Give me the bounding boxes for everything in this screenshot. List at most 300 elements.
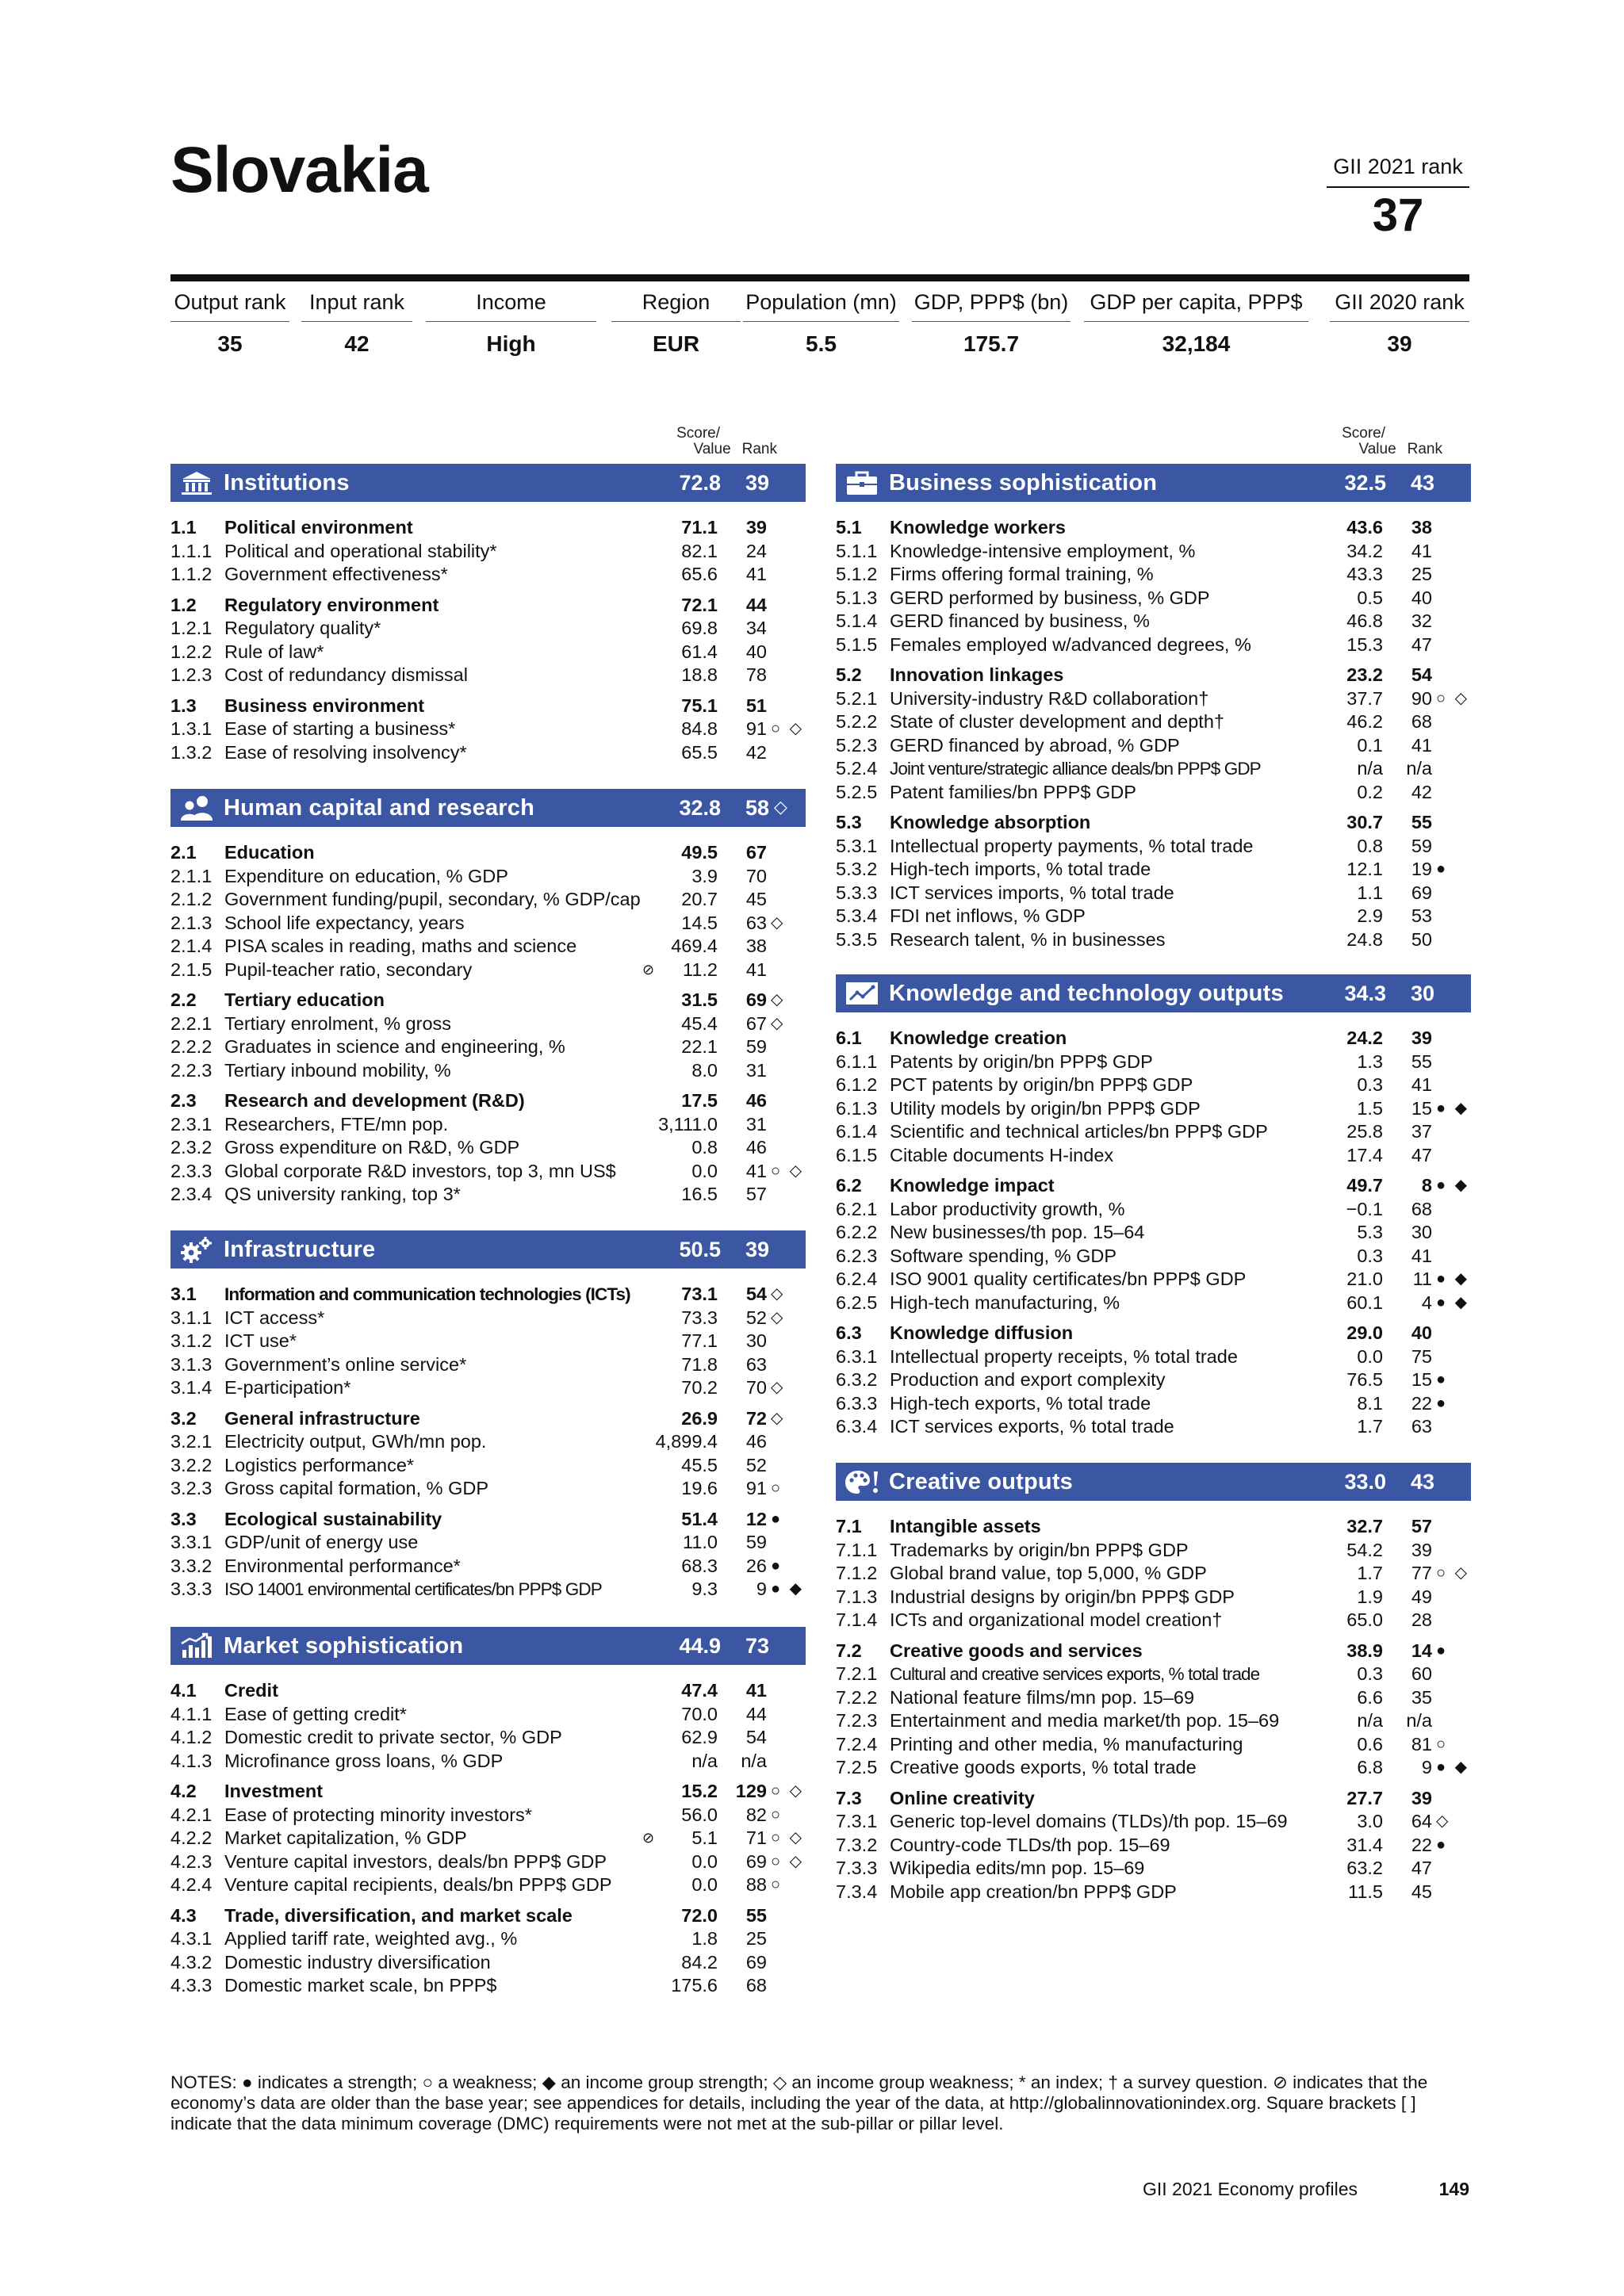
- summary-value: 32,184: [1162, 331, 1231, 356]
- indicator-label: PCT patents by origin/bn PPP$ GDP: [890, 1074, 1193, 1095]
- indicator-label: Entertainment and media market/th pop. 15–69: [890, 1710, 1280, 1731]
- indicator-rank: 59: [745, 1036, 767, 1057]
- indicator-row: [170, 1477, 806, 1500]
- briefcase-icon: [844, 469, 880, 496]
- indicator-code: 7.1: [836, 1516, 862, 1536]
- indicator-row: [836, 858, 1471, 881]
- indicator-row: [170, 563, 806, 586]
- indicator-code: 1.2.3: [170, 664, 213, 685]
- indicator-rank: 41: [1411, 1245, 1432, 1266]
- indicator-label: Political environment: [224, 517, 413, 538]
- indicator-code: 6.3.2: [836, 1369, 878, 1390]
- indicator-row: [170, 1974, 806, 1997]
- summary-label: Income: [426, 290, 596, 322]
- indicator-value: 45.4: [681, 1012, 718, 1034]
- indicator-rank: n/a: [1406, 1710, 1432, 1731]
- indicator-value: 1.1: [1357, 882, 1383, 903]
- indicator-value: 17.4: [1346, 1144, 1383, 1165]
- indicator-code: 6.2.2: [836, 1222, 878, 1242]
- indicator-row: [170, 888, 806, 911]
- indicator-value: 0.0: [1357, 1345, 1383, 1367]
- indicator-label: Global corporate R&D investors, top 3, mn US$: [224, 1160, 616, 1181]
- indicator-row: [836, 1609, 1471, 1632]
- indicator-rank: 22: [1411, 1392, 1432, 1414]
- indicator-row: [836, 1392, 1471, 1415]
- indicator-code: 7.2.1: [836, 1663, 878, 1684]
- indicator-code: 1.3.1: [170, 718, 213, 739]
- indicator-code: 7.1.1: [836, 1539, 878, 1560]
- indicator-label: Utility models by origin/bn PPP$ GDP: [890, 1097, 1201, 1119]
- subpillar-row: [836, 1787, 1471, 1810]
- indicator-code: 2.2: [170, 989, 197, 1010]
- indicator-rank: 41: [1411, 1074, 1432, 1095]
- indicator-value: n/a: [1357, 1710, 1383, 1731]
- indicator-code: 2.2.2: [170, 1036, 213, 1057]
- value-header: Value: [693, 441, 731, 457]
- indicator-value: 1.3: [1357, 1050, 1383, 1072]
- indicator-row: [170, 935, 806, 958]
- summary-label: GDP, PPP$ (bn): [912, 290, 1071, 322]
- indicator-label: Logistics performance*: [224, 1454, 415, 1475]
- indicator-value: 25.8: [1346, 1121, 1383, 1142]
- indicator-value: 0.8: [1357, 835, 1383, 856]
- indicator-flags: ◇: [771, 913, 786, 932]
- indicator-label: Research talent, % in businesses: [890, 928, 1166, 950]
- indicator-row: [836, 710, 1471, 733]
- indicator-rank: 45: [745, 889, 767, 909]
- indicator-value: 12.1: [1346, 859, 1383, 879]
- indicator-row: [836, 757, 1471, 780]
- indicator-rank: 32: [1411, 610, 1432, 631]
- indicator-label: ICT access*: [224, 1307, 325, 1328]
- indicator-rank: 12: [745, 1508, 767, 1529]
- indicator-rank: 46: [745, 1137, 767, 1158]
- indicator-label: Innovation linkages: [890, 664, 1064, 685]
- subpillar-row: [170, 695, 806, 718]
- indicator-row: [836, 1709, 1471, 1732]
- summary-value: 175.7: [963, 331, 1020, 356]
- summary-value: EUR: [652, 331, 700, 356]
- indicator-code: 3.1.2: [170, 1330, 213, 1351]
- indicator-label: Knowledge diffusion: [890, 1322, 1074, 1343]
- indicator-rank: 67: [745, 1012, 767, 1034]
- indicator-rank: 26: [745, 1555, 767, 1576]
- summary-value: 39: [1387, 331, 1412, 356]
- indicator-row: [170, 1927, 806, 1950]
- indicator-code: 5.3.5: [836, 928, 878, 950]
- indicator-rank: 63: [745, 912, 767, 933]
- indicator-code: 1.2.2: [170, 641, 213, 662]
- indicator-label: Trade, diversification, and market scale: [224, 1904, 573, 1926]
- indicator-label: Regulatory environment: [224, 594, 439, 615]
- indicator-label: Females employed w/advanced degrees, %: [890, 633, 1251, 655]
- indicator-rank: 8: [1421, 1175, 1432, 1196]
- indicator-row: [170, 1430, 806, 1453]
- indicator-code: 5.1.4: [836, 610, 878, 631]
- indicator-value: 0.8: [691, 1137, 718, 1158]
- indicator-label: Credit: [224, 1680, 278, 1701]
- pillar-flags: ◇: [774, 797, 787, 817]
- indicator-code: 4.1.2: [170, 1727, 213, 1747]
- indicator-rank: 69: [745, 1850, 767, 1872]
- summary-label: Input rank: [301, 290, 412, 322]
- indicator-code: 7.3: [836, 1787, 862, 1808]
- indicator-row: [836, 781, 1471, 804]
- indicator-value: 84.8: [681, 718, 718, 739]
- indicator-label: Cultural and creative services exports, % total trade: [890, 1664, 1260, 1684]
- indicator-row: [836, 1663, 1471, 1686]
- indicator-value: 2.9: [1357, 905, 1383, 926]
- indicator-rank: 41: [1411, 734, 1432, 756]
- chart-icon: [178, 1632, 215, 1659]
- indicator-flags: ○: [771, 1479, 783, 1497]
- indicator-code: 5.1.5: [836, 633, 878, 655]
- pillar-header-institutions: [170, 464, 806, 502]
- indicator-rank: 50: [1411, 928, 1432, 950]
- indicator-code: 2.3.1: [170, 1113, 213, 1135]
- indicator-row: [170, 1136, 806, 1159]
- indicator-row: [836, 1268, 1471, 1291]
- indicator-row: [170, 1531, 806, 1554]
- indicator-code: 7.1.4: [836, 1609, 878, 1630]
- indicator-code: 3.1: [170, 1284, 197, 1304]
- indicator-label: Creative goods and services: [890, 1640, 1143, 1661]
- indicator-label: Knowledge-intensive employment, %: [890, 540, 1196, 561]
- indicator-label: Software spending, % GDP: [890, 1245, 1117, 1266]
- subpillar-row: [170, 516, 806, 539]
- indicator-value: 15.3: [1346, 633, 1383, 655]
- indicator-code: 1.1.1: [170, 540, 213, 561]
- indicator-code: 6.3.3: [836, 1392, 878, 1414]
- indicator-value: n/a: [1357, 758, 1383, 779]
- indicator-label: Rule of law*: [224, 641, 324, 662]
- value-header: Value: [1358, 441, 1396, 457]
- indicator-code: 6.1.4: [836, 1121, 878, 1142]
- score-header: Score/: [676, 425, 720, 442]
- indicator-value: 71.8: [681, 1353, 718, 1375]
- summary-label: Output rank: [170, 290, 289, 322]
- indicator-row: [170, 1827, 806, 1850]
- indicator-row: [170, 1035, 806, 1058]
- indicator-code: 5.2.3: [836, 734, 878, 756]
- indicator-rank: 63: [1411, 1416, 1432, 1437]
- indicator-row: [836, 1221, 1471, 1244]
- pillar-rank: 58: [745, 796, 769, 820]
- indicator-code: 4.2.1: [170, 1804, 213, 1825]
- indicator-row: [170, 1703, 806, 1726]
- indicator-value: 11.0: [683, 1532, 718, 1552]
- indicator-code: 4.3: [170, 1904, 197, 1926]
- indicator-code: 6.1: [836, 1027, 862, 1048]
- indicator-row: [836, 1097, 1471, 1120]
- indicator-rank: 53: [1411, 905, 1432, 926]
- indicator-value: 175.6: [671, 1975, 718, 1996]
- indicator-label: University-industry R&D collaboration†: [890, 687, 1209, 709]
- indicator-label: Gross capital formation, % GDP: [224, 1478, 489, 1498]
- indicator-row: [170, 1726, 806, 1749]
- indicator-row: [170, 1330, 806, 1353]
- indicator-code: 2.1: [170, 842, 197, 863]
- indicator-rank: 42: [745, 741, 767, 763]
- gii-rank-value: 37: [1372, 189, 1424, 241]
- indicator-row: [836, 1756, 1471, 1779]
- indicator-rank: 54: [745, 1727, 767, 1747]
- indicator-label: Environmental performance*: [224, 1555, 461, 1576]
- indicator-rank: 77: [1411, 1563, 1432, 1583]
- indicator-label: Researchers, FTE/mn pop.: [224, 1113, 449, 1135]
- indicator-row: [836, 1245, 1471, 1268]
- indicator-value: 1.8: [691, 1928, 718, 1949]
- indicator-rank: 44: [745, 594, 767, 615]
- indicator-code: 5.3.1: [836, 835, 878, 856]
- summary-value: 35: [217, 331, 243, 356]
- indicator-rank: 54: [745, 1284, 767, 1304]
- indicator-flags: ◇: [771, 1014, 786, 1032]
- indicator-value: 8.0: [691, 1059, 718, 1081]
- indicator-rank: 59: [1411, 835, 1432, 856]
- indicator-value: 38.9: [1346, 1640, 1383, 1661]
- indicator-flags: ○ ◇: [771, 1782, 805, 1800]
- indicator-label: Creative goods exports, % total trade: [890, 1757, 1197, 1777]
- pillar-score: 50.5: [679, 1238, 721, 1261]
- indicator-row: [170, 664, 806, 687]
- indicator-label: Gross expenditure on R&D, % GDP: [224, 1137, 520, 1158]
- indicator-value: 469.4: [671, 936, 718, 956]
- indicator-value: 82.1: [681, 540, 718, 561]
- indicator-code: 2.1.2: [170, 889, 213, 909]
- indicator-rank: 4: [1421, 1292, 1432, 1313]
- summary-item: [426, 290, 596, 357]
- summary-label: GII 2020 rank: [1330, 290, 1469, 322]
- indicator-rank: 51: [745, 695, 767, 716]
- indicator-value: 73.1: [681, 1284, 718, 1304]
- indicator-row: [836, 928, 1471, 951]
- subpillar-row: [836, 1027, 1471, 1050]
- indicator-code: 7.2.5: [836, 1757, 878, 1777]
- indicator-rank: 40: [1411, 1322, 1432, 1343]
- indicator-value: 46.2: [1346, 711, 1383, 732]
- indicator-value: 45.5: [681, 1454, 718, 1475]
- indicator-rank: 69: [1411, 882, 1432, 903]
- indicator-label: Firms offering formal training, %: [890, 564, 1154, 584]
- indicator-flags: ●: [1436, 1371, 1449, 1388]
- indicator-code: 4.1.1: [170, 1703, 213, 1724]
- indicator-label: Tertiary education: [224, 989, 385, 1010]
- indicator-value: 26.9: [681, 1407, 718, 1429]
- indicator-value: 60.1: [1346, 1292, 1383, 1313]
- pillar-title: Institutions: [224, 470, 350, 496]
- summary-value: 42: [344, 331, 370, 356]
- indicator-row: [836, 734, 1471, 757]
- pillar-title: Creative outputs: [889, 1469, 1074, 1494]
- indicator-row: [170, 1307, 806, 1330]
- subpillar-row: [170, 594, 806, 617]
- indicator-code: 6.3: [836, 1322, 862, 1343]
- indicator-flags: ●: [771, 1556, 783, 1575]
- indicator-rank: 15: [1411, 1369, 1432, 1390]
- subpillar-row: [836, 516, 1471, 539]
- indicator-rank: 38: [745, 936, 767, 956]
- indicator-rank: 129: [735, 1781, 767, 1801]
- indicator-code: 6.1.5: [836, 1144, 878, 1165]
- pillar-header-infrastructure: [170, 1230, 806, 1269]
- summary-item: [301, 290, 412, 357]
- indicator-code: 3.1.4: [170, 1377, 213, 1398]
- indicator-code: 3.1.1: [170, 1307, 213, 1328]
- pillar-title: Knowledge and technology outputs: [889, 981, 1284, 1006]
- indicator-label: ICT use*: [224, 1330, 297, 1351]
- indicator-rank: 63: [745, 1353, 767, 1375]
- indicator-value: 29.0: [1346, 1322, 1383, 1343]
- indicator-row: [170, 1555, 806, 1578]
- subpillar-row: [836, 1174, 1471, 1197]
- indicator-code: 6.3.4: [836, 1416, 878, 1437]
- indicator-rank: 41: [1411, 540, 1432, 561]
- indicator-row: [836, 1144, 1471, 1167]
- indicator-value: 15.2: [681, 1781, 718, 1801]
- indicator-label: National feature films/mn pop. 15–69: [890, 1686, 1195, 1708]
- indicator-flags: ◇: [771, 1379, 786, 1396]
- indicator-value: 5.1: [691, 1827, 718, 1848]
- indicator-code: 4.2.2: [170, 1827, 213, 1848]
- indicator-code: 4.2.4: [170, 1874, 213, 1895]
- indicator-rank: 68: [1411, 711, 1432, 732]
- indicator-rank: n/a: [741, 1750, 767, 1771]
- indicator-rank: 39: [1411, 1027, 1432, 1048]
- indicator-value: 68.3: [681, 1555, 718, 1576]
- indicator-rank: 69: [745, 1951, 767, 1973]
- indicator-value: 9.3: [691, 1578, 718, 1599]
- indicator-rank: 70: [745, 1377, 767, 1398]
- indicator-rank: 69: [745, 989, 767, 1010]
- indicator-value: 72.1: [681, 594, 718, 615]
- indicator-label: General infrastructure: [224, 1407, 420, 1429]
- indicator-value: 77.1: [681, 1330, 718, 1351]
- pillar-rank: 39: [745, 471, 769, 495]
- indicator-code: 5.2.2: [836, 711, 878, 732]
- indicator-flags: ● ◆: [1436, 1758, 1470, 1776]
- indicator-rank: 47: [1411, 1144, 1432, 1165]
- indicator-label: ISO 14001 environmental certificates/bn PPP$ GDP: [224, 1579, 602, 1599]
- indicator-label: Venture capital investors, deals/bn PPP$ GDP: [224, 1850, 607, 1872]
- indicator-value: 61.4: [681, 641, 718, 662]
- indicator-code: 2.2.1: [170, 1012, 213, 1034]
- indicator-label: Graduates in science and engineering, %: [224, 1036, 565, 1057]
- indicator-rank: 41: [745, 564, 767, 584]
- indicator-code: 2.3.3: [170, 1160, 213, 1181]
- indicator-label: Industrial designs by origin/bn PPP$ GDP: [890, 1586, 1235, 1607]
- indicator-row: [836, 1292, 1471, 1314]
- indicator-rank: 30: [1411, 1222, 1432, 1242]
- indicator-code: 2.1.1: [170, 865, 213, 886]
- indicator-row: [170, 1454, 806, 1477]
- indicator-value: 70.2: [681, 1377, 718, 1398]
- indicator-label: Generic top-level domains (TLDs)/th pop. 15–69: [890, 1811, 1288, 1831]
- subpillar-row: [836, 1515, 1471, 1538]
- indicator-flags: ● ◆: [1436, 1099, 1470, 1117]
- column-header-right: [1316, 426, 1442, 457]
- indicator-rank: 64: [1411, 1811, 1432, 1831]
- indicator-value: 56.0: [681, 1804, 718, 1825]
- indicator-code: 1.1.2: [170, 564, 213, 584]
- indicator-code: 6.2.4: [836, 1269, 878, 1289]
- indicator-code: 3.3.2: [170, 1555, 213, 1576]
- indicator-rank: 55: [1411, 812, 1432, 832]
- indicator-rank: 41: [745, 959, 767, 980]
- indicator-rank: 59: [745, 1532, 767, 1552]
- indicator-row: [170, 1160, 806, 1183]
- indicator-label: ICTs and organizational model creation†: [890, 1609, 1223, 1630]
- indicator-value: 65.6: [681, 564, 718, 584]
- indicator-value: 72.0: [681, 1904, 718, 1926]
- indicator-rank: 88: [745, 1874, 767, 1895]
- pillar-score: 44.9: [679, 1634, 721, 1658]
- old-data-icon: ⊘: [642, 1830, 655, 1846]
- indicator-value: 63.2: [1346, 1858, 1383, 1878]
- indicator-rank: 25: [1411, 564, 1432, 584]
- indicator-label: Trademarks by origin/bn PPP$ GDP: [890, 1539, 1189, 1560]
- indicator-label: Knowledge workers: [890, 517, 1066, 538]
- subpillar-row: [170, 1679, 806, 1702]
- pillar-score: 32.5: [1344, 471, 1386, 495]
- indicator-rank: 14: [1411, 1640, 1432, 1661]
- indicator-code: 4.3.3: [170, 1975, 213, 1996]
- indicator-code: 6.2.3: [836, 1245, 878, 1266]
- indicator-rank: 38: [1411, 517, 1432, 538]
- indicator-value: 0.3: [1357, 1245, 1383, 1266]
- score-header: Score/: [1342, 425, 1385, 442]
- indicator-rank: 55: [745, 1904, 767, 1926]
- indicator-code: 4.2.3: [170, 1850, 213, 1872]
- indicator-label: Intellectual property payments, % total trade: [890, 835, 1254, 856]
- pillar-score: 34.3: [1344, 982, 1386, 1005]
- indicator-label: Knowledge creation: [890, 1027, 1067, 1048]
- indicator-label: Government’s online service*: [224, 1353, 467, 1375]
- indicator-value: 0.2: [1357, 781, 1383, 802]
- summary-item: [170, 290, 289, 357]
- indicator-flags: ○: [1436, 1735, 1449, 1753]
- indicator-code: 3.2.3: [170, 1478, 213, 1498]
- pillar-header-market-sophistication: [170, 1627, 806, 1665]
- indicator-label: ISO 9001 quality certificates/bn PPP$ GDP: [890, 1269, 1247, 1289]
- indicator-value: −0.1: [1346, 1198, 1383, 1219]
- indicator-rank: 25: [745, 1928, 767, 1949]
- indicator-label: Regulatory quality*: [224, 618, 381, 638]
- indicator-rank: 70: [745, 865, 767, 886]
- indicator-value: 0.6: [1357, 1733, 1383, 1755]
- subpillar-row: [170, 1508, 806, 1531]
- indicator-rank: 91: [745, 1478, 767, 1498]
- indicator-rank: 68: [1411, 1198, 1432, 1219]
- indicator-code: 1.2.1: [170, 618, 213, 638]
- indicator-value: 17.5: [681, 1090, 718, 1111]
- subpillar-row: [170, 1780, 806, 1803]
- indicator-label: Political and operational stability*: [224, 540, 497, 561]
- indicator-row: [836, 587, 1471, 610]
- indicator-row: [836, 1345, 1471, 1368]
- indicator-row: [170, 1850, 806, 1873]
- indicator-code: 6.3.1: [836, 1345, 878, 1367]
- pillar-title: Business sophistication: [889, 470, 1158, 496]
- indicator-label: Citable documents H-index: [890, 1144, 1114, 1165]
- indicator-row: [170, 1873, 806, 1896]
- indicator-flags: ●: [1436, 1835, 1449, 1854]
- indicator-value: 31.5: [681, 989, 718, 1010]
- indicator-code: 5.2.5: [836, 781, 878, 802]
- pillar-title: Infrastructure: [224, 1237, 376, 1262]
- indicator-row: [836, 1810, 1471, 1833]
- indicator-row: [836, 1539, 1471, 1562]
